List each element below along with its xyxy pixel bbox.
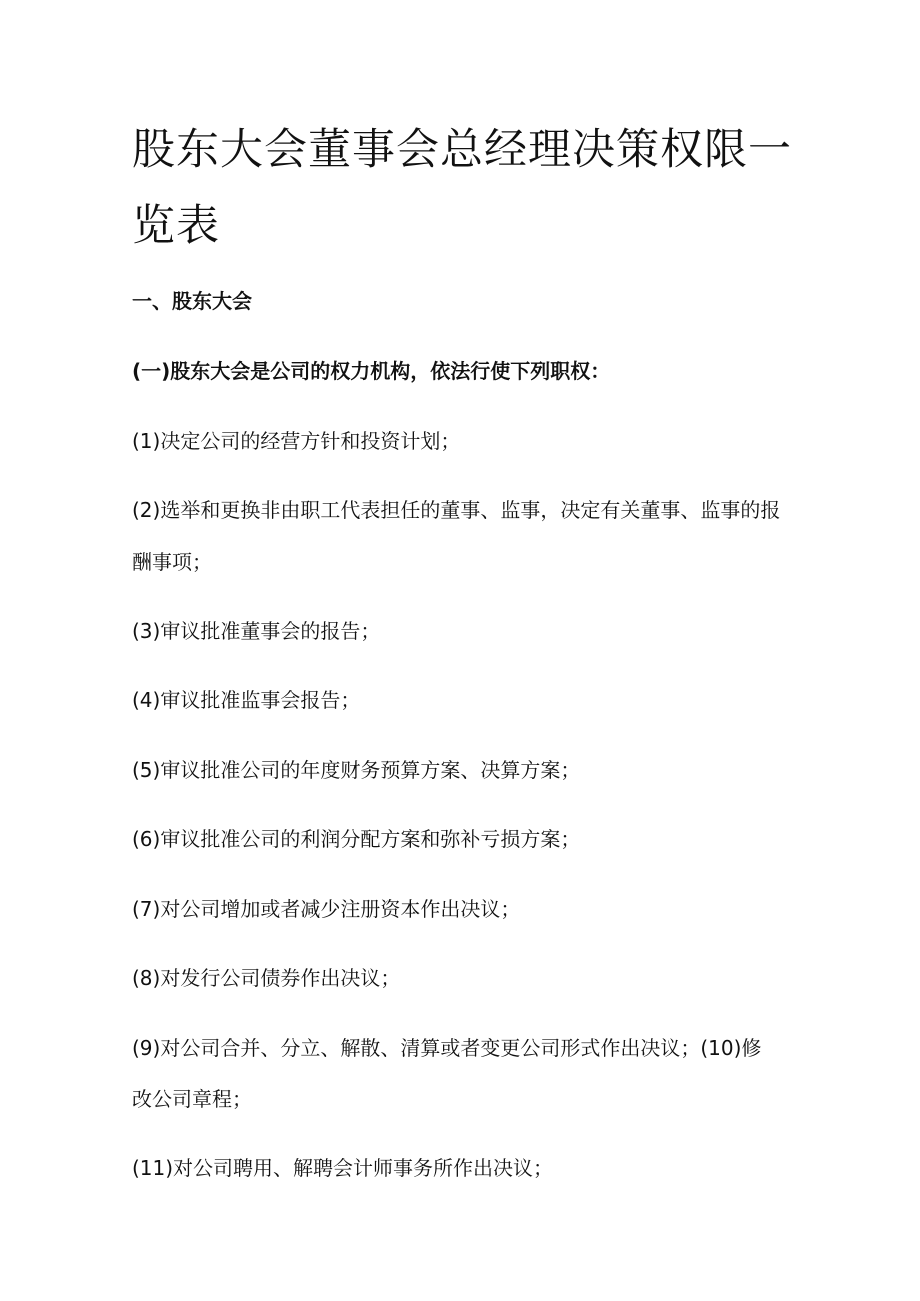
list-item: (5)审议批准公司的年度财务预算方案、决算方案； xyxy=(132,758,581,782)
section-heading: 一、股东大会 xyxy=(132,289,252,313)
list-item-continuation: 酬事项； xyxy=(132,550,212,574)
document-title: 股东大会董事会总经理决策权限一览表 xyxy=(132,125,792,251)
list-item: (9)对公司合并、分立、解散、清算或者变更公司形式作出决议；(10)修 xyxy=(132,1036,762,1060)
subsection-heading: (一)股东大会是公司的权力机构，依法行使下列职权： xyxy=(132,359,611,383)
list-item: (8)对发行公司债券作出决议； xyxy=(132,966,401,990)
list-item: (4)审议批准监事会报告； xyxy=(132,688,361,712)
list-item: (6)审议批准公司的利润分配方案和弥补亏损方案； xyxy=(132,827,581,851)
list-item-continuation: 改公司章程； xyxy=(132,1087,252,1111)
list-item: (3)审议批准董事会的报告； xyxy=(132,619,381,643)
list-item: (7)对公司增加或者减少注册资本作出决议； xyxy=(132,897,521,921)
list-item: (11)对公司聘用、解聘会计师事务所作出决议； xyxy=(132,1156,554,1180)
list-item: (2)选举和更换非由职工代表担任的董事、监事，决定有关董事、监事的报 xyxy=(132,498,781,522)
list-item: (1)决定公司的经营方针和投资计划； xyxy=(132,429,461,453)
